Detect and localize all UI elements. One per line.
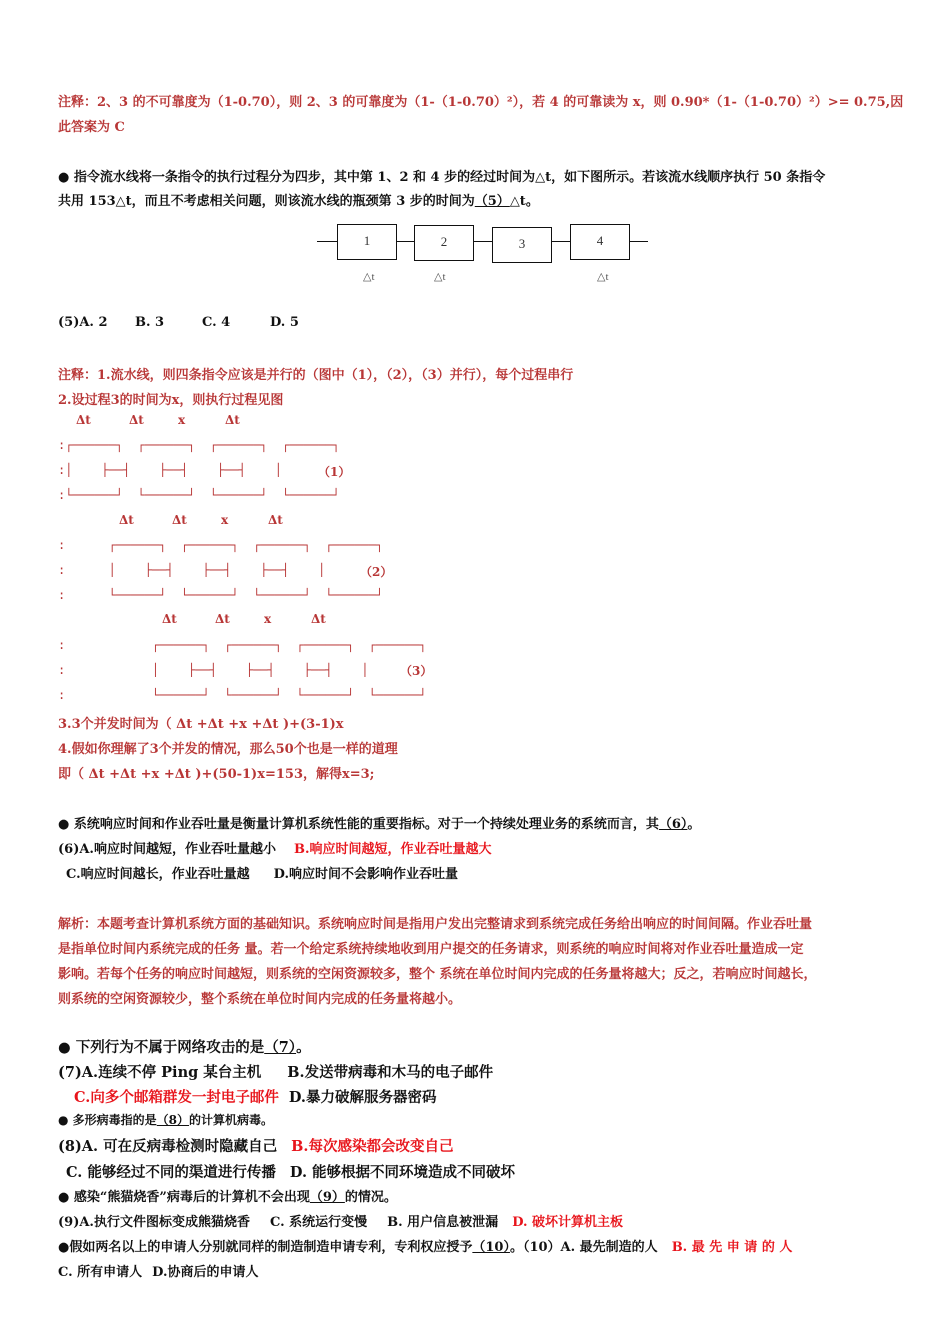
q5-option-b: B. 3 — [135, 315, 165, 330]
diagram-1-art: :┌──────┐ ┌──────┐ ┌──────┐ ┌──────┐ :│ ├──┤ ├──┤ ├──┤ │ :└──────┘ └──────┘ └──────┘ └──────┘ — [58, 438, 340, 502]
q7-options-row2 — [74, 1086, 436, 1107]
analysis-line3: 影响。若每个任务的响应时间越短，则系统的空闲资源较多，整个 系统在单位时间内完成的任务量将越大；反之，若响应时间越长， — [58, 967, 817, 982]
stage-4-label: 4 — [596, 233, 604, 248]
q8-option-b: B.每次感染都会改变自己 — [291, 1138, 454, 1155]
q8-blank: （8） — [156, 1113, 190, 1127]
q7-option-b: B.发送带病毒和木马的电子邮件 — [287, 1064, 494, 1081]
q5-text-b: 共用 153△t，而且不考虑相关问题，则该流水线的瓶颈第 3 步的时间为 — [58, 194, 475, 209]
q10-stem — [58, 1236, 792, 1255]
q8-option-c: C. 能够经过不同的渠道进行传播 — [66, 1164, 276, 1181]
q5-option-d: D. 5 — [270, 315, 299, 330]
diagram-3-label: （3） — [400, 664, 433, 678]
analysis-line4: 则系统的空闲资源较少，整个系统在单位时间内完成的任务量将越小。 — [58, 992, 462, 1007]
q9-option-c: C. 系统运行变慢 — [269, 1215, 368, 1230]
pipeline-stage-3 — [492, 227, 552, 263]
q6-stem — [58, 813, 700, 832]
q5-options — [58, 315, 299, 330]
diagram-3-art: : ┌──────┐ ┌──────┐ ┌──────┐ ┌──────┐ : │ ├──┤ ├──┤ ├──┤ │ : └──────┘ └──────┘ └──────┘ └──────┘ — [58, 638, 427, 702]
diagram-2-art: : ┌──────┐ ┌──────┐ ┌──────┐ ┌──────┐ : │ ├──┤ ├──┤ ├──┤ │ : └──────┘ └──────┘ └──────┘ └──────┘ — [58, 538, 384, 602]
q8-stem — [58, 1111, 273, 1128]
q6-option-a: (6)A.响应时间越短，作业吞吐量越小 — [58, 842, 276, 857]
pipeline-stage-1 — [337, 224, 397, 260]
q10-option-c: C. 所有申请人 — [58, 1265, 143, 1280]
q6-option-b: B.响应时间越短，作业吞吐量越大 — [293, 842, 492, 857]
q9-option-b: B. 用户信息被泄漏 — [387, 1215, 499, 1230]
note2-line4: 4.假如你理解了3个并发的情况，那么50个也是一样的道理 — [58, 742, 398, 757]
q8-tail: 的计算机病毒。 — [189, 1113, 274, 1127]
bullet: ● — [58, 817, 70, 832]
q9-text: 感染“熊猫烧香”病毒后的计算机不会出现 — [69, 1190, 310, 1205]
header-x: x — [178, 413, 186, 427]
bullet: ● — [58, 1190, 70, 1205]
pipeline-stage-2 — [414, 225, 474, 261]
note1-line1: 注释：2、3 的不可靠度为（1-0.70），则 2、3 的可靠度为（1-（1-0.70）²），若 4 的可靠读为 x，则 0.90*（1-（1-0.70）²）>= 0.75,因 — [58, 95, 904, 110]
q10-option-b: B. 最 先 申 请 的 人 — [671, 1240, 793, 1255]
diagram-2-label: （2） — [360, 565, 393, 579]
q5-text-a: 指令流水线将一条指令的执行过程分为四步，其中第 1、2 和 4 步的经过时间为△t，如下图所示。若该流水线顺序执行 50 条指令 — [69, 170, 826, 185]
bullet: ● — [58, 1113, 69, 1127]
q10-option-d: D.协商后的申请人 — [152, 1265, 259, 1280]
q6-option-d: D.响应时间不会影响作业吞吐量 — [273, 867, 458, 882]
header-dt: Δt — [225, 413, 240, 427]
header-dt: Δt — [76, 413, 91, 427]
q7-option-d: D.暴力破解服务器密码 — [288, 1089, 437, 1106]
q9-blank: （9） — [309, 1190, 345, 1205]
q5-text-c: △t。 — [509, 194, 539, 209]
q6-tail: 。 — [687, 817, 701, 832]
header-dt: Δt — [172, 513, 187, 527]
q6-text: 系统响应时间和作业吞吐量是衡量计算机系统性能的重要指标。对于一个持续处理业务的系统而言，其 — [69, 817, 659, 832]
header-dt: Δt — [119, 513, 134, 527]
pipeline-line — [317, 241, 338, 242]
delta-t-label-2: △t — [434, 271, 446, 283]
q5-option-c: C. 4 — [202, 315, 231, 330]
pipeline-stage-4 — [570, 224, 630, 260]
header-dt: Δt — [268, 513, 283, 527]
q7-blank: （7） — [264, 1039, 297, 1056]
diagram-1-label: （1） — [318, 465, 351, 479]
q9-option-d: D. 破坏计算机主板 — [512, 1215, 624, 1230]
note1-line2: 此答案为 C — [58, 120, 125, 135]
header-dt: Δt — [311, 612, 326, 626]
delta-t-label-4: △t — [597, 271, 609, 283]
q9-options — [58, 1211, 623, 1230]
q5-line2 — [58, 190, 539, 209]
pipeline-line — [629, 241, 648, 242]
bullet: ● — [58, 1039, 71, 1056]
q7-options-row1 — [58, 1061, 493, 1082]
q5-line1 — [58, 166, 825, 185]
q8-options-row2 — [66, 1161, 515, 1182]
header-dt: Δt — [162, 612, 177, 626]
note2-line2: 2.设过程3的时间为x，则执行过程见图 — [58, 393, 284, 408]
stage-2-label: 2 — [440, 234, 448, 249]
q10-tail: 。（10）A. 最先制造的人 — [509, 1240, 658, 1255]
pipeline-line — [551, 241, 571, 242]
q7-option-c: C.向多个邮箱群发一封电子邮件 — [74, 1089, 279, 1106]
header-dt: Δt — [129, 413, 144, 427]
q8-text: 多形病毒指的是 — [68, 1113, 157, 1127]
q10-blank: （10） — [472, 1240, 510, 1255]
q5-option-a: (5)A. 2 — [58, 315, 108, 330]
analysis-line2: 是指单位时间内系统完成的任务 量。若一个给定系统持续地收到用户提交的任务请求，则系统的响应时间将对作业吞吐量造成一定 — [58, 942, 804, 957]
note2-line5: 即（ Δt +Δt +x +Δt )+(50-1)x=153，解得x=3; — [58, 767, 375, 782]
q7-stem — [58, 1036, 311, 1057]
q8-option-d: D. 能够根据不同环境造成不同破坏 — [289, 1164, 516, 1181]
header-x: x — [264, 612, 272, 626]
bullet: ● — [58, 170, 70, 185]
note2-line3: 3.3个并发时间为（ Δt +Δt +x +Δt )+(3-1)x — [58, 717, 344, 732]
analysis-line1: 解析：本题考查计算机系统方面的基础知识。系统响应时间是指用户发出完整请求到系统完成任务给出响应的时间间隔。作业吞吐量 — [58, 917, 813, 932]
q6-options-row1 — [58, 838, 491, 857]
q6-options-row2 — [66, 863, 458, 882]
header-x: x — [221, 513, 229, 527]
delta-t-label-1: △t — [363, 271, 375, 283]
q8-option-a: (8)A. 可在反病毒检测时隐藏自己 — [58, 1138, 278, 1155]
q9-tail: 的情况。 — [344, 1190, 397, 1205]
q7-text: 下列行为不属于网络攻击的是 — [70, 1039, 265, 1056]
q7-tail: 。 — [296, 1039, 311, 1056]
q6-option-c: C.响应时间越长，作业吞吐量越 — [66, 867, 250, 882]
bullet: ● — [58, 1240, 70, 1255]
q10-options-row2 — [58, 1261, 259, 1280]
q8-options-row1 — [58, 1135, 453, 1156]
stage-3-label: 3 — [518, 236, 526, 251]
pipeline-line — [473, 241, 493, 242]
pipeline-line — [396, 241, 415, 242]
q7-option-a: (7)A.连续不停 Ping 某台主机 — [58, 1064, 262, 1081]
header-dt: Δt — [215, 612, 230, 626]
note2-line1: 注释：1.流水线，则四条指令应该是并行的（图中（1），（2），（3）并行），每个过程串行 — [58, 368, 574, 383]
q9-stem — [58, 1186, 397, 1205]
stage-1-label: 1 — [363, 233, 371, 248]
q5-blank: （5） — [474, 194, 510, 209]
q10-text: 假如两名以上的申请人分别就同样的制造制造申请专利，专利权应授予 — [69, 1240, 473, 1255]
q6-blank: （6） — [658, 817, 688, 832]
q9-option-a: (9)A.执行文件图标变成熊猫烧香 — [58, 1215, 250, 1230]
